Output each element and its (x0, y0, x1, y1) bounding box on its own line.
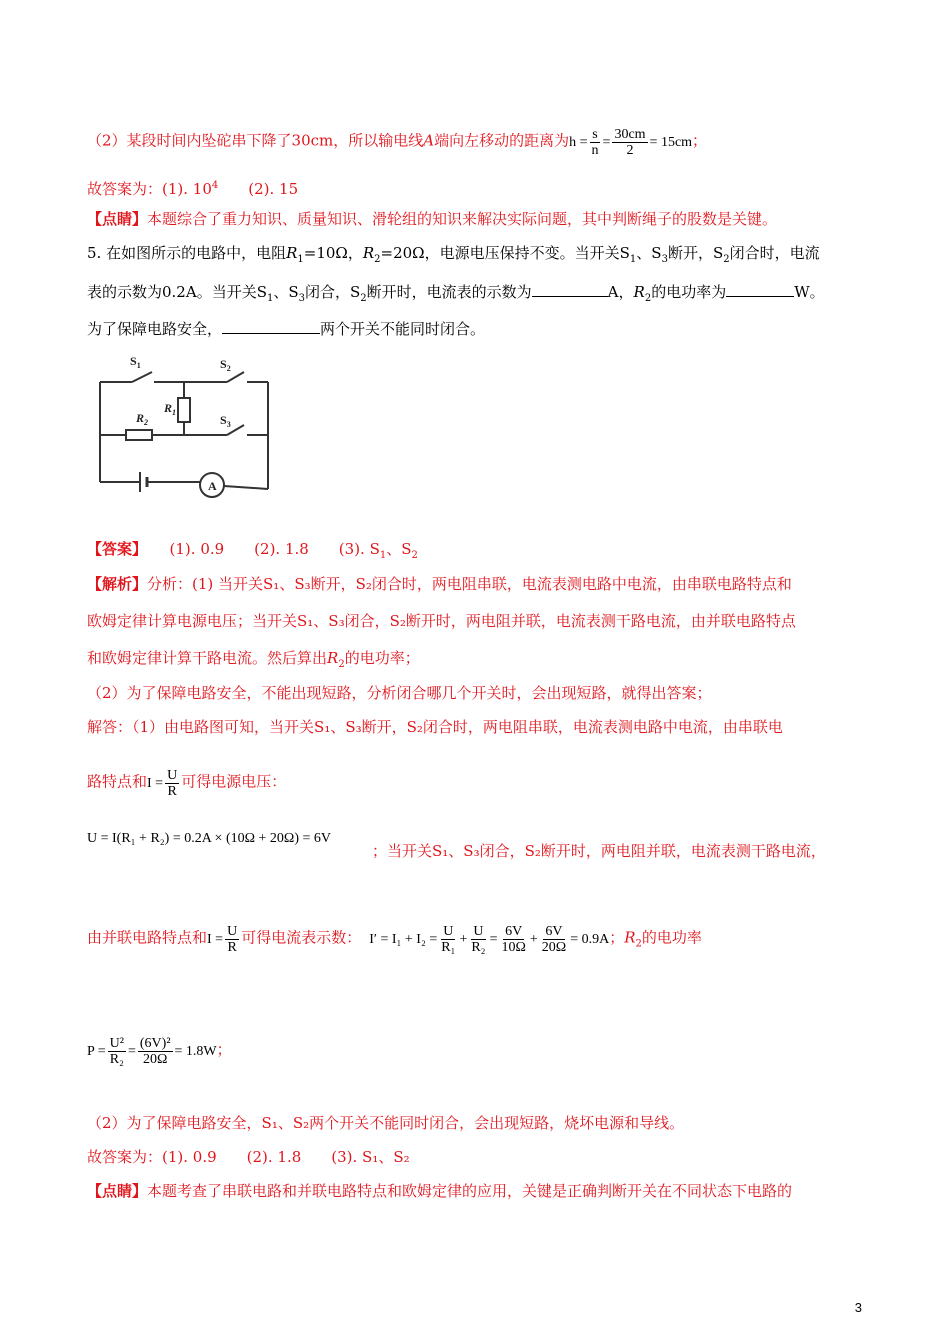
label-r2: $R_2$ (136, 411, 149, 427)
switch-s1 (132, 372, 152, 382)
answer5: 【答案】 (1). 0.9 (2). 1.8 (3). $S_1$、$S_2$ (87, 540, 418, 561)
answer-blank-3[interactable] (222, 319, 320, 334)
label-ammeter: A (208, 479, 217, 493)
circuit-diagram (92, 352, 282, 507)
analysis-line9: P = $\frac{\text{U²}}{\text{R₂}}$ = $\frac{\text{(6V)²}}{20\Omega}$ = 1.8W； (87, 1036, 232, 1067)
label-s2: $S_2$ (220, 357, 231, 373)
analysis-line11: 故答案为：(1). 0.9 (2). 1.8 (3). S₁、S₂ (87, 1148, 410, 1166)
resistor-r1 (178, 398, 190, 422)
analysis-line1: 【解析】分析：(1) 当开关S₁、S₃断开，S₂闭合时，两电阻串联，电流表测电路中电流，由串联电路特点和 (87, 575, 792, 593)
label-s3: $S_3$ (220, 413, 231, 429)
power-formula: P = $\frac{\text{U²}}{\text{R₂}}$ = $\frac{\text{(6V)²}}{20\Omega}$ = 1.8W (87, 1036, 217, 1067)
analysis-line3: 和欧姆定律计算干路电流。然后算出$R_2$的电功率； (87, 649, 420, 670)
analysis-line7: U = I(R₁ + R₂) = 0.2A × (10Ω + 20Ω) = 6V (87, 831, 331, 846)
answer-blank-2[interactable] (726, 282, 794, 297)
current-formula: I′ = I₁ + I₂ = $\frac{U}{\text{R₁}}$ + $\frac{U}{\text{R₂}}$ = $\frac{6V}{10\Omega}$ + $\frac{6V}{20\Omega}$ = 0.9A (369, 924, 610, 955)
label-r1: $R_1$ (164, 401, 177, 417)
comment-previous: 【点睛】本题综合了重力知识、质量知识、滑轮组的知识来解决实际问题，其中判断绳子的股数是关键。 (87, 210, 778, 228)
label-s1: $S_1$ (130, 354, 141, 370)
page-number: 3 (854, 1300, 862, 1315)
question5-line2: 表的示数为0.2A。当开关$S_1$、$S_3$闭合，$S_2$断开时，电流表的示数为 A，$R_2$的电功率为 W。 (87, 283, 825, 304)
analysis-line5: 解答：（1）由电路图可知，当开关S₁、S₃断开，S₂闭合时，两电阻串联，电流表测电路中电流，由串联电 (87, 718, 783, 736)
previous-question-part2: （2）某段时间内坠砣串下降了30cm，所以输电线A端向左移动的距离为h = $\frac{s}{n}$ = $\frac{30cm}{2}$ = 15cm； (87, 127, 708, 158)
answer-previous: 故答案为：(1). $10^4$ (2). 15 (87, 180, 299, 198)
analysis-line10: （2）为了保障电路安全，S₁、S₂两个开关不能同时闭合，会出现短路，烧坏电源和导线。 (87, 1114, 685, 1132)
resistor-r2 (126, 430, 152, 440)
ohm-law-formula-2: I = $\frac{U}{R}$ (207, 924, 238, 955)
ohm-law-formula: I = $\frac{U}{R}$ (147, 768, 178, 799)
comment5: 【点睛】本题考查了串联电路和并联电路特点和欧姆定律的应用，关键是正确判断开关在不同状态下电路的 (87, 1182, 793, 1200)
analysis-line6: 路特点和I = $\frac{U}{R}$ 可得电源电压： (87, 768, 287, 799)
answer-blank-1[interactable] (532, 282, 608, 297)
analysis-line2: 欧姆定律计算电源电压；当开关S₁、S₃闭合，S₂断开时，两电阻并联，电流表测干路电流，由并联电路特点 (87, 612, 796, 630)
analysis-line7-text: ；当开关S₁、S₃闭合，S₂断开时，两电阻并联，电流表测干路电流， (372, 842, 826, 860)
analysis-line8: 由并联电路特点和I = $\frac{U}{R}$ 可得电流表示数： I′ = I₁ + I₂ = $\frac{U}{\text{R₁}}$ + $\frac{U}{\text{R₂}}$ = $\frac{6V}{10\Omega}$ + $\frac{6V}{20\Omega}$ = 0.9A；$R_2$的电功率 (87, 924, 702, 955)
question5-line1: 5. 在如图所示的电路中，电阻$R_1=10\Omega$，$R_2=20\Omega$，电源电压保持不变。当开关$S_1$、$S_3$断开，$S_2$闭合时，电流 (87, 244, 820, 265)
switch-s2 (227, 372, 244, 382)
analysis-line4: （2）为了保障电路安全，不能出现短路，分析闭合哪几个开关时，会出现短路，就得出答案； (87, 684, 712, 702)
question5-line3: 为了保障电路安全， 两个开关不能同时闭合。 (87, 320, 486, 338)
distance-formula: h = $\frac{s}{n}$ = $\frac{30cm}{2}$ = 15cm (569, 127, 693, 158)
